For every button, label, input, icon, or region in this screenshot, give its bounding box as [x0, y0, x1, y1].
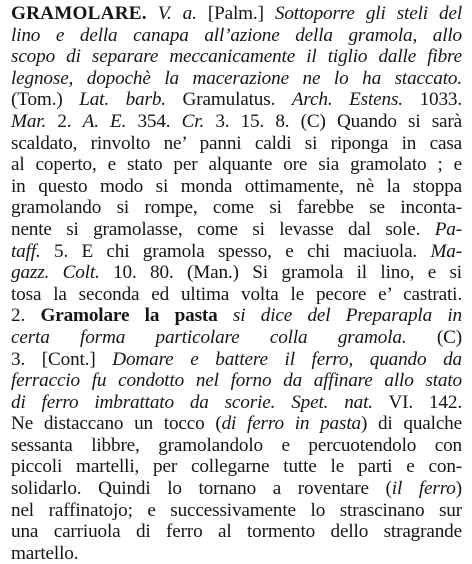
text-line [11, 413, 462, 435]
text-segment: gramolando si rompe, come si farebbe se inconta- [11, 197, 462, 219]
text-line [11, 478, 462, 500]
text-segment: legnose, dopochè la macerazione ne lo ha staccato. [11, 67, 462, 89]
text-segment: Arch. Estens. [291, 89, 403, 111]
text-segment: V. a. [157, 3, 197, 24]
text-segment: 2. [11, 305, 41, 327]
text-segment: il ferro [391, 478, 456, 500]
text-segment: Mar. [11, 110, 47, 132]
text-segment: Pa- [434, 218, 462, 240]
text-segment: 1033. [402, 89, 462, 111]
text-segment: 354. [126, 110, 182, 132]
text-line [11, 284, 462, 306]
text-line [11, 456, 462, 478]
text-line [11, 176, 462, 198]
text-segment: nente si gramolasse, come si levasse dal sole. [11, 218, 435, 240]
text-line [11, 327, 462, 349]
text-segment: Cr. [181, 110, 205, 132]
text-line [11, 68, 462, 90]
text-line [11, 46, 462, 68]
text-segment: solidarlo. Quindi lo tornano a roventare ( [11, 478, 392, 500]
text-line [11, 219, 462, 241]
text-segment: in questo modo si monda ottimamente, nè la stoppa [11, 175, 462, 197]
text-segment: A. E. [82, 110, 127, 132]
text-segment: ferraccio fu condotto nel forno da affinare allo stato [11, 370, 462, 392]
text-line [11, 111, 462, 133]
text-segment: certa forma particolare colla gramola. [11, 326, 407, 348]
text-segment: VI. 142. [372, 391, 462, 413]
text-segment: lino e della canapa all’azione della gramola, allo [11, 24, 462, 46]
text-line [11, 500, 462, 522]
text-segment: sessanta libbre, gramolandolo e percuotendolo con [11, 434, 462, 456]
text-line [11, 370, 462, 392]
text-segment: tosa la seconda ed ultima volta le pecore e’ castrati. [11, 283, 462, 305]
text-segment: gazz. Colt. [11, 262, 100, 284]
text-segment: [Palm.] [196, 3, 275, 24]
text-line [11, 521, 462, 543]
text-segment: 2. [46, 110, 83, 132]
text-segment: (C) [406, 326, 462, 348]
text-segment: Domare e battere il ferro, quando da [112, 348, 462, 370]
text-line [11, 241, 462, 263]
text-line [11, 262, 462, 284]
text-segment: taff. [11, 240, 41, 262]
sub-headword: Gramolare la pasta [40, 305, 218, 327]
text-line [11, 25, 462, 47]
text-line [11, 435, 462, 457]
text-line [11, 154, 462, 176]
text-segment: ) [455, 478, 462, 500]
text-line [11, 305, 462, 327]
text-line [11, 392, 462, 414]
text-segment: scaldato, rinvolto ne’ panni caldi si riponga in casa [11, 132, 462, 154]
text-segment [147, 3, 158, 24]
text-segment: scopo di separare meccanicamente il tiglio dalle fibre [11, 46, 462, 68]
text-line [11, 133, 462, 155]
text-segment: una carriuola di ferro al tormento dello stragrande [11, 521, 462, 543]
text-line [11, 349, 462, 371]
text-segment: Lat. barb. [79, 89, 166, 111]
text-line [11, 197, 462, 219]
text-segment: 5. E chi gramola spesso, e chi maciuola. [40, 240, 431, 262]
text-segment: di ferro in pasta [221, 413, 361, 435]
text-segment: di ferro imbrattato da scorie. [11, 391, 276, 413]
dictionary-entry-gramolare [11, 3, 462, 564]
text-segment: nel raffinatojo; e successivamente lo strascinano sur [11, 499, 462, 521]
text-segment [275, 392, 291, 413]
text-segment: 3. 15. 8. (C) Quando si sarà [204, 110, 462, 132]
text-line [11, 89, 462, 111]
text-segment: Spet. nat. [291, 391, 373, 413]
text-segment: si dice del Preparарla in [232, 305, 462, 327]
text-segment: al coperto, e stato per alquante ore sia gramolato ; e [11, 154, 462, 176]
text-segment: (Tom.) [11, 89, 80, 111]
headword: GRAMOLARE. [11, 3, 147, 24]
text-segment: Ne distaccano un tocco ( [11, 413, 222, 435]
text-segment: 3. [Cont.] [11, 348, 113, 370]
text-segment: Ma- [430, 240, 462, 262]
text-line [11, 543, 462, 564]
text-segment: Sottoporre gli steli del [274, 3, 462, 24]
text-segment: martello. [11, 542, 79, 564]
text-segment: 10. 80. (Man.) Si gramola il lino, e si [99, 262, 462, 284]
text-line [11, 3, 462, 25]
text-segment [218, 305, 233, 326]
text-segment: ) di qualche [360, 413, 462, 435]
text-segment: piccoli martelli, per collegarne tutte le parti e con- [11, 456, 462, 478]
text-segment: Gramulatus. [165, 89, 292, 111]
